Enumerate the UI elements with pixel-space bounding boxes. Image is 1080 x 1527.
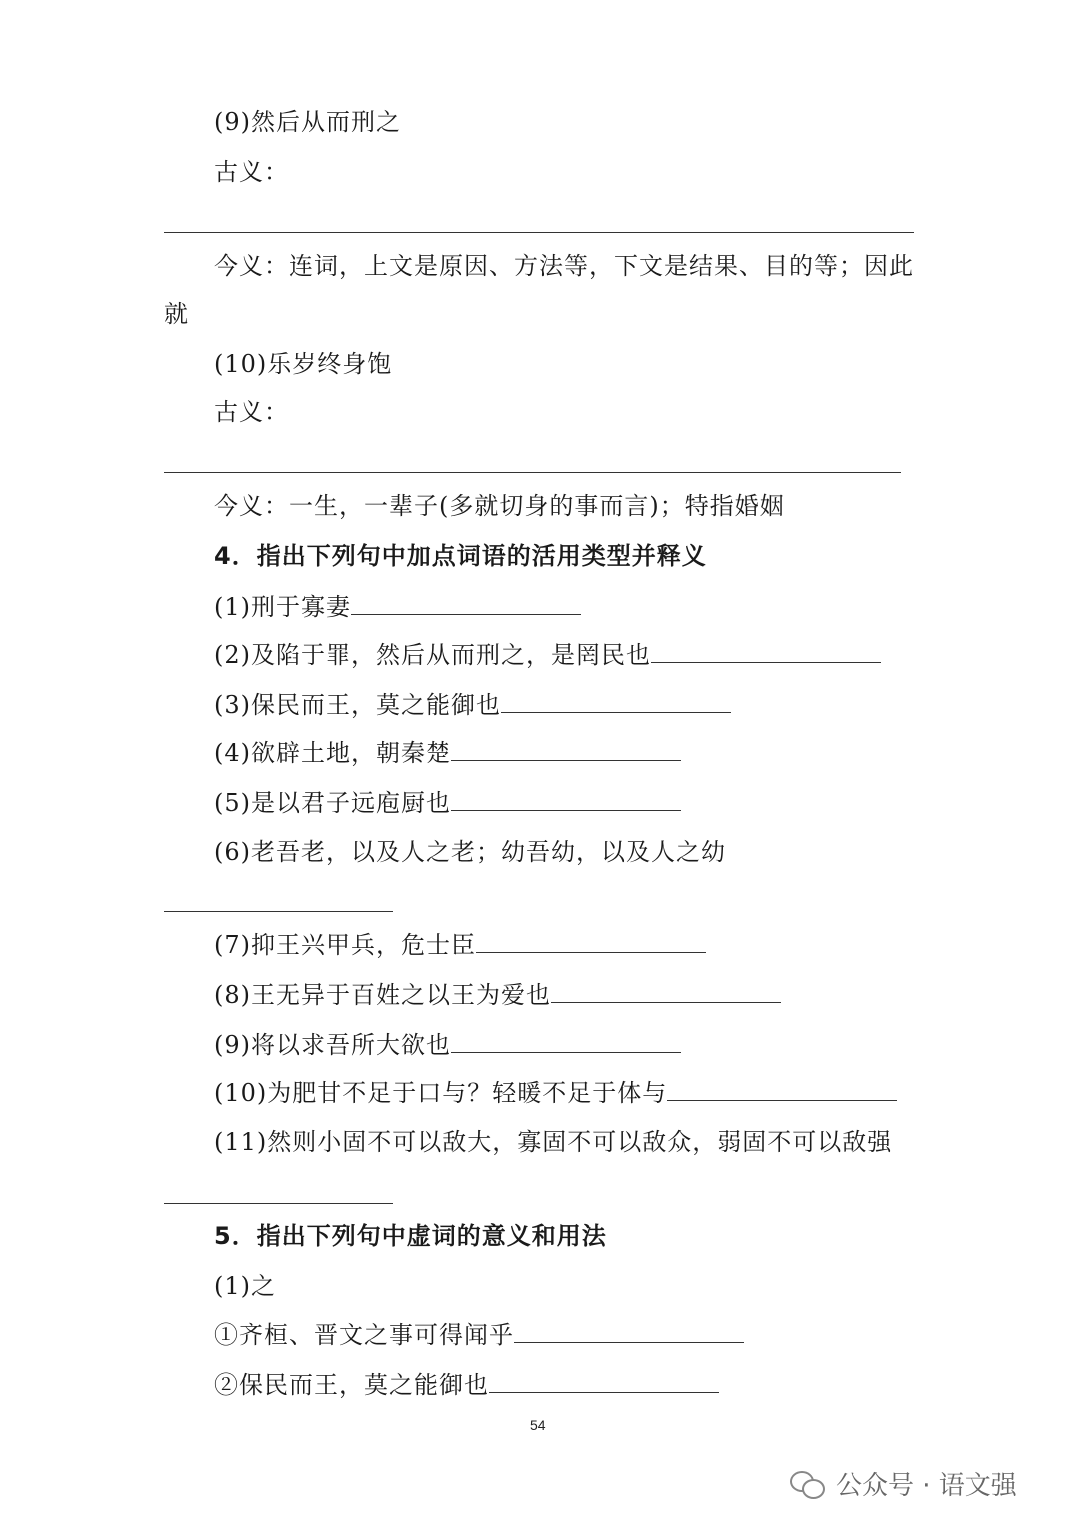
q10-ancient-meaning-label: 古义：: [214, 398, 289, 426]
answer-line: [164, 911, 393, 912]
s4-item-1: (1)刑于寡妻: [214, 590, 581, 623]
q10-label: (10)乐岁终身饱: [214, 350, 393, 378]
answer-blank[interactable]: [451, 786, 681, 811]
s4-item-9: (9)将以求吾所大欲也: [214, 1028, 681, 1061]
answer-line: [164, 472, 901, 473]
answer-blank[interactable]: [351, 590, 581, 615]
q9-label: (9)然后从而刑之: [214, 108, 401, 136]
answer-blank[interactable]: [451, 1028, 681, 1053]
answer-blank[interactable]: [476, 928, 706, 953]
q9-modern-meaning: 今义：连词，上文是原因、方法等，下文是结果、目的等；因此: [214, 252, 914, 280]
s4-item-2: (2)及陷于罪，然后从而刑之，是罔民也: [214, 638, 881, 671]
s4-item-8: (8)王无异于百姓之以王为爱也: [214, 978, 781, 1011]
answer-blank[interactable]: [501, 688, 731, 713]
s4-item-7: (7)抑王兴甲兵，危士臣: [214, 928, 706, 961]
s5-item-2: ②保民而王，莫之能御也: [214, 1368, 719, 1401]
watermark: [790, 1465, 1017, 1502]
s4-item-6: (6)老吾老，以及人之老；幼吾幼，以及人之幼: [214, 838, 726, 866]
section-5-title: 5．指出下列句中虚词的意义和用法: [214, 1222, 607, 1250]
answer-blank[interactable]: [514, 1318, 744, 1343]
answer-blank[interactable]: [551, 978, 781, 1003]
answer-blank[interactable]: [489, 1368, 719, 1393]
q9-ancient-meaning-label: 古义：: [214, 158, 289, 186]
q9-modern-meaning-cont: 就: [164, 300, 189, 328]
answer-blank[interactable]: [451, 736, 681, 761]
s4-item-4: (4)欲辟土地，朝秦楚: [214, 736, 681, 769]
answer-line: [164, 232, 914, 233]
page-number: 54: [530, 1417, 546, 1433]
answer-blank[interactable]: [667, 1076, 897, 1101]
s4-item-11: (11)然则小固不可以敌大，寡固不可以敌众，弱固不可以敌强: [214, 1128, 893, 1156]
s4-item-3: (3)保民而王，莫之能御也: [214, 688, 731, 721]
wechat-icon: [790, 1469, 826, 1499]
answer-blank[interactable]: [651, 638, 881, 663]
section-4-title: 4．指出下列句中加点词语的活用类型并释义: [214, 542, 707, 570]
s4-item-10: (10)为肥甘不足于口与？轻暖不足于体与: [214, 1076, 897, 1109]
watermark-text: 公众号 · 语文强: [836, 1471, 1017, 1501]
s5-item-1: ①齐桓、晋文之事可得闻乎: [214, 1318, 744, 1351]
s5-sub-1: (1)之: [214, 1272, 276, 1300]
q10-modern-meaning: 今义：一生，一辈子(多就切身的事而言)；特指婚姻: [214, 492, 785, 520]
answer-line: [164, 1203, 393, 1204]
s4-item-5: (5)是以君子远庖厨也: [214, 786, 681, 819]
